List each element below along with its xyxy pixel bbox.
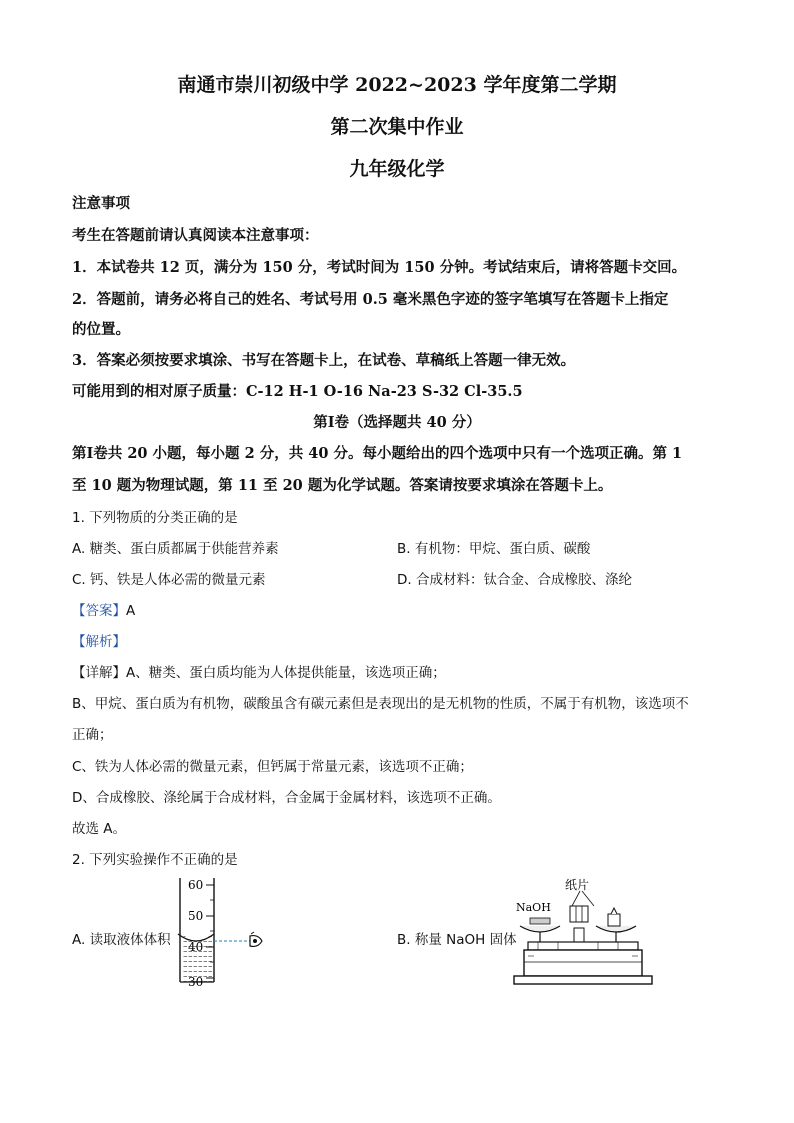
detail-line: 正确；	[72, 727, 113, 743]
q1-option-c: C. 钙、铁是人体必需的微量元素	[72, 572, 266, 588]
analysis-label: 【解析】	[72, 634, 126, 650]
naoh-label: NaOH	[516, 901, 551, 914]
detail-line: C、铁为人体必需的微量元素，但钙属于常量元素，该选项不正确；	[72, 759, 473, 775]
exam-title: 南通市崇川初级中学 2022~2023 学年度第二学期	[177, 74, 617, 96]
q1-stem: 1. 下列物质的分类正确的是	[72, 510, 238, 526]
graduated-cylinder-figure	[170, 874, 270, 992]
notice-item-2: 2．答题前，请务必将自己的姓名、考试号用 0.5 毫米黑色字迹的签字笔填写在答题卡上指定	[72, 291, 669, 308]
detail-line: D、合成橡胶、涤纶属于合成材料，合金属于金属材料，该选项不正确。	[72, 790, 501, 806]
q1-option-d: D. 合成材料：钛合金、合成橡胶、涤纶	[397, 572, 632, 588]
q1-option-a: A. 糖类、蛋白质都属于供能营养素	[72, 541, 279, 557]
answer-label: 【答案】	[72, 603, 126, 619]
q2-option-b: B. 称量 NaOH 固体	[397, 932, 517, 948]
graduated-cylinder	[178, 878, 214, 989]
notice-heading: 注意事项	[72, 195, 130, 212]
paper-label: 纸片	[565, 878, 590, 892]
balance	[514, 906, 652, 984]
notice-item-1: 1．本试卷共 12 页，满分为 150 分，考试时间为 150 分钟。考试结束后，请将答题卡交回。	[72, 259, 687, 276]
exam-subject: 九年级化学	[349, 158, 445, 180]
tick-label: 40	[188, 940, 204, 954]
q2-option-a: A. 读取液体体积	[72, 932, 171, 948]
detail-line: B、甲烷、蛋白质为有机物，碳酸虽含有碳元素但是表现出的是无机物的性质，不属于有机物，该选项不	[72, 696, 689, 712]
detail-line: 故选 A。	[72, 821, 127, 837]
notice-item-2-cont: 的位置。	[72, 321, 130, 338]
section-title: 第Ⅰ卷（选择题共 40 分）	[313, 414, 481, 431]
detail-line: 【详解】A、糖类、蛋白质均能为人体提供能量，该选项正确；	[72, 665, 446, 681]
eye-icon	[250, 932, 262, 946]
tick-label: 60	[188, 878, 204, 892]
notice-intro: 考生在答题前请认真阅读本注意事项：	[72, 227, 319, 244]
answer-value: A	[126, 603, 136, 619]
balance-figure	[508, 876, 658, 994]
tick-label: 30	[188, 975, 204, 989]
atomic-mass-line: 可能用到的相对原子质量：C-12 H-1 O-16 Na-23 S-32 Cl-35.5	[72, 383, 523, 400]
q1-option-b: B. 有机物：甲烷、蛋白质、碳酸	[397, 541, 591, 557]
q2-stem: 2. 下列实验操作不正确的是	[72, 852, 238, 868]
exam-subtitle: 第二次集中作业	[330, 116, 464, 138]
section-desc: 第Ⅰ卷共 20 小题，每小题 2 分，共 40 分。每小题给出的四个选项中只有一个选项正确。第 1	[72, 445, 683, 462]
section-desc-cont: 至 10 题为物理试题，第 11 至 20 题为化学试题。答案请按要求填涂在答题卡上。	[72, 477, 613, 494]
notice-item-3: 3．答案必须按要求填涂、书写在答题卡上，在试卷、草稿纸上答题一律无效。	[72, 352, 576, 369]
q1-answer	[72, 599, 135, 619]
tick-label: 50	[188, 909, 204, 923]
